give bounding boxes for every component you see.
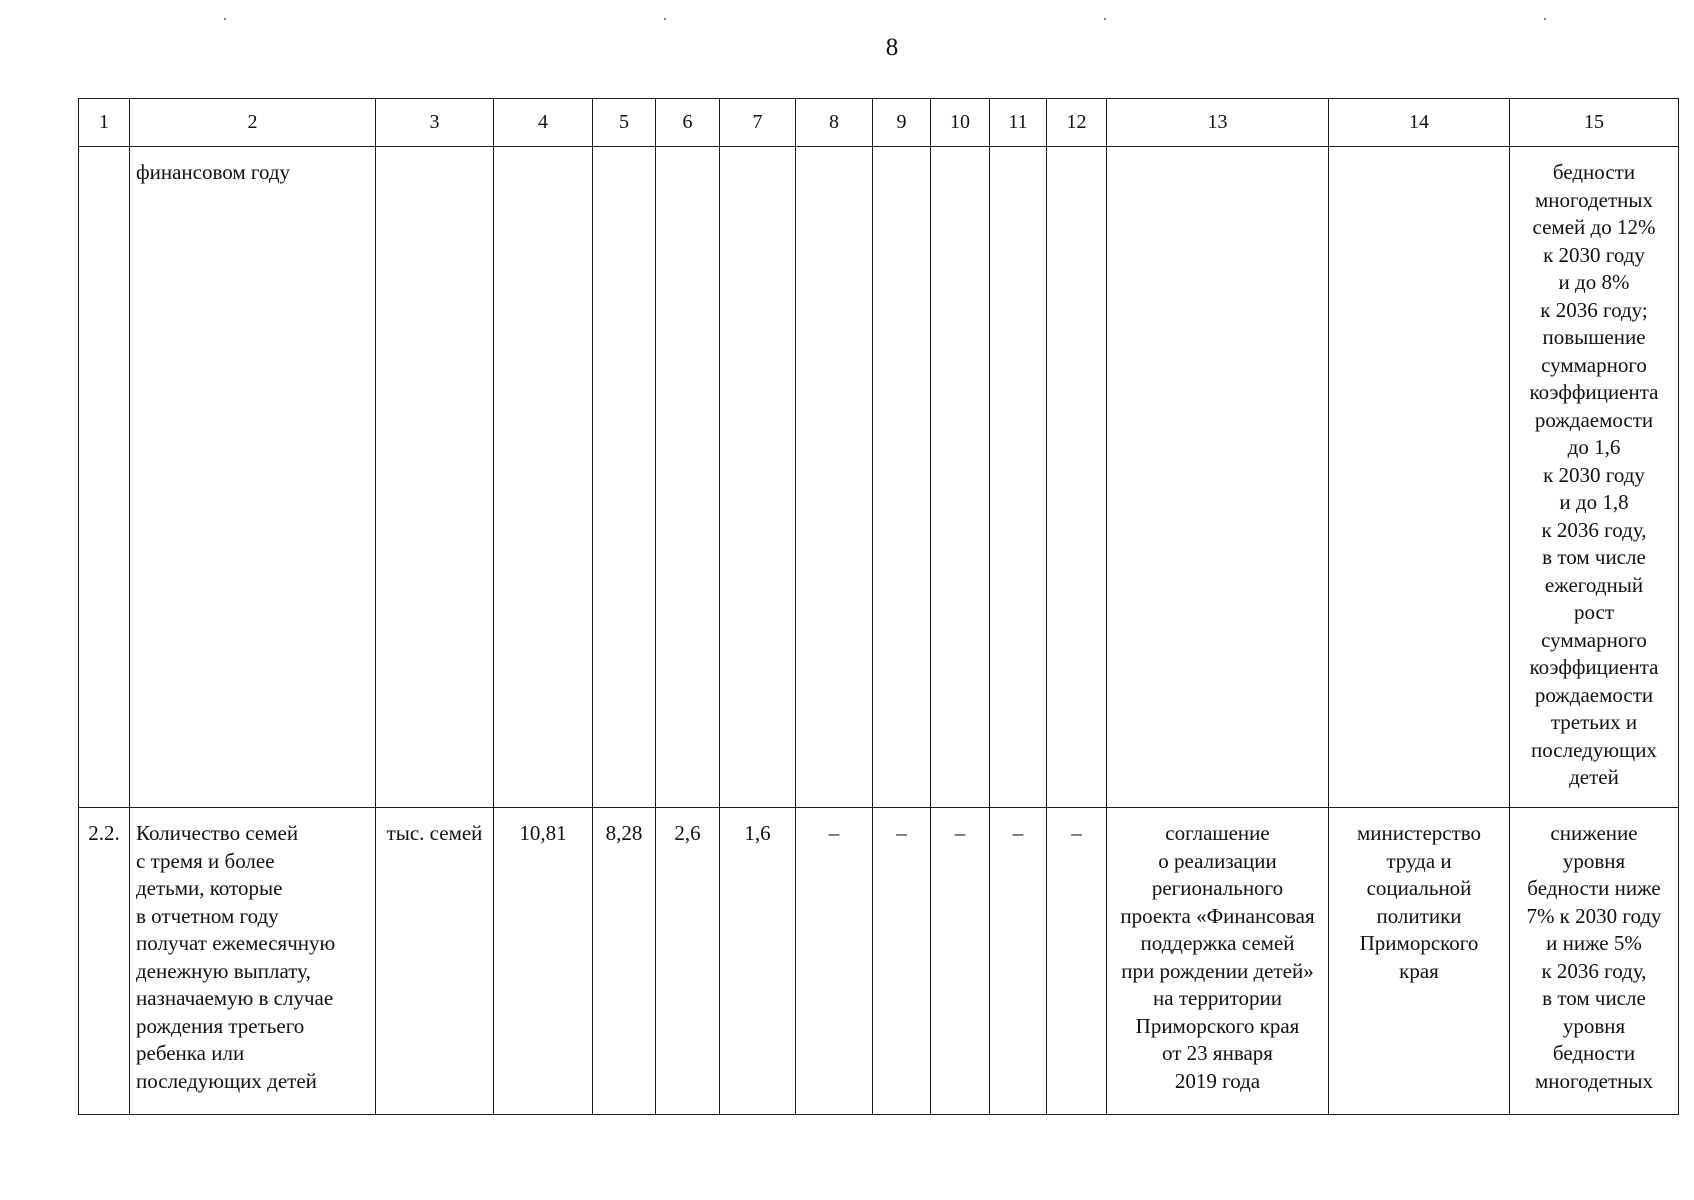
cell-col9	[873, 147, 931, 808]
cell-col8	[796, 147, 873, 808]
cell-col11	[990, 147, 1047, 808]
result-text-line: и до 8%	[1558, 270, 1630, 294]
indicator-text-line: детьми, которые	[136, 876, 283, 900]
cell-col11-value: –	[990, 808, 1047, 1115]
column-header: 13	[1107, 99, 1329, 147]
result-text-line: уровня	[1562, 1013, 1626, 1038]
result-text-line: бедности	[1552, 160, 1636, 184]
basis-text-line: соглашение	[1165, 821, 1270, 845]
cell-col5	[593, 147, 656, 808]
cell-col4	[494, 147, 593, 808]
basis-text-line: при рождении детей»	[1121, 958, 1314, 983]
result-text-line: к 2030 году	[1543, 242, 1645, 267]
result-text-line: рождаемости	[1534, 682, 1654, 707]
result-text-line: повышение	[1542, 325, 1646, 349]
column-header: 6	[656, 99, 720, 147]
cell-responsible	[1329, 808, 1510, 1115]
result-text-line: многодетных	[1534, 187, 1654, 212]
result-text-line: 7% к 2030 году	[1526, 903, 1662, 928]
result-text-line: и до 1,8	[1559, 490, 1629, 514]
basis-text-line: 2019 года	[1174, 1068, 1261, 1093]
scan-artifact-dot	[1544, 18, 1546, 20]
result-text-line: рождаемости	[1534, 407, 1654, 432]
indicator-text-line: получат ежемесячную	[136, 931, 336, 955]
column-header: 14	[1329, 99, 1510, 147]
basis-text-line: от 23 января	[1162, 1041, 1273, 1065]
indicator-text-line: денежную выплату,	[136, 958, 311, 983]
indicators-table	[78, 98, 1679, 1115]
cell-result	[1510, 808, 1679, 1115]
responsible-text-line: министерство	[1356, 821, 1482, 845]
cell-indicator	[130, 808, 376, 1115]
result-text-line: суммарного	[1541, 627, 1647, 652]
responsible-text-line: Приморского	[1359, 931, 1479, 955]
cell-responsible	[1329, 147, 1510, 808]
cell-basis	[1107, 147, 1329, 808]
result-text-line: в том числе	[1542, 545, 1646, 569]
table-header-row	[79, 99, 1679, 147]
cell-col7	[720, 147, 796, 808]
indicator-text-line: Количество семей	[136, 821, 299, 845]
page-number: 8	[885, 34, 899, 61]
responsible-text-line: труда и	[1386, 848, 1452, 873]
result-text-line: суммарного	[1541, 352, 1647, 377]
result-text-line: в том числе	[1542, 986, 1646, 1010]
basis-text-line: о реализации	[1158, 848, 1277, 873]
cell-col12	[1047, 147, 1107, 808]
cell-result-continuation	[1510, 147, 1679, 808]
result-text-line: до 1,6	[1567, 435, 1621, 459]
result-text-line: семей до 12%	[1532, 215, 1656, 239]
column-header: 1	[79, 99, 130, 147]
column-header: 15	[1510, 99, 1679, 147]
basis-text-line: регионального	[1151, 876, 1284, 900]
result-text-line: коэффициента	[1529, 655, 1659, 679]
cell-col8-value: –	[796, 808, 873, 1115]
result-text-line: бедности	[1552, 1041, 1636, 1065]
table-row-continuation	[79, 147, 1679, 808]
result-text-line: третьих и	[1550, 710, 1638, 734]
column-header: 4	[494, 99, 593, 147]
column-header: 3	[376, 99, 494, 147]
basis-text-line: проекта «Финансовая	[1120, 903, 1315, 928]
cell-col4-value: 10,81	[494, 808, 593, 1115]
result-text-line: ежегодный	[1544, 572, 1644, 597]
cell-col6	[656, 147, 720, 808]
result-text-line: к 2036 году;	[1540, 297, 1648, 322]
indicator-text-line: назначаемую в случае	[136, 986, 334, 1010]
cell-number: 2.2.	[79, 808, 130, 1115]
result-text-line: к 2030 году	[1543, 462, 1645, 487]
result-text-line: многодетных	[1534, 1068, 1654, 1093]
column-header: 12	[1047, 99, 1107, 147]
responsible-text-line: политики	[1376, 903, 1462, 928]
result-text-line: к 2036 году,	[1541, 958, 1647, 983]
result-text-line: снижение	[1550, 821, 1638, 845]
column-header: 2	[130, 99, 376, 147]
responsible-text-line: социальной	[1366, 876, 1472, 900]
indicator-text-line: последующих детей	[136, 1068, 317, 1093]
indicator-text-line: рождения третьего	[136, 1013, 305, 1038]
column-header: 7	[720, 99, 796, 147]
column-header: 8	[796, 99, 873, 147]
cell-unit: тыс. семей	[376, 808, 494, 1115]
scan-artifact-dot	[224, 18, 226, 20]
cell-basis	[1107, 808, 1329, 1115]
scan-artifact-dot	[1104, 18, 1106, 20]
basis-text-line: Приморского края	[1135, 1013, 1300, 1038]
indicator-text-line: финансовом году	[136, 160, 291, 184]
basis-text-line: на территории	[1153, 986, 1282, 1010]
scan-artifact-dot	[664, 18, 666, 20]
column-header: 5	[593, 99, 656, 147]
basis-text-line: поддержка семей	[1140, 931, 1295, 955]
result-text-line: детей	[1569, 765, 1619, 789]
cell-col10-value: –	[931, 808, 990, 1115]
result-text-line: коэффициента	[1529, 380, 1659, 404]
cell-col12-value: –	[1047, 808, 1107, 1115]
cell-number	[79, 147, 130, 808]
column-header: 9	[873, 99, 931, 147]
indicator-text-line: с тремя и более	[136, 848, 275, 873]
cell-col7-value: 1,6	[720, 808, 796, 1115]
result-text-line: к 2036 году,	[1541, 517, 1647, 542]
indicator-text-line: ребенка или	[136, 1041, 245, 1065]
responsible-text-line: края	[1399, 958, 1439, 983]
result-text-line: рост	[1573, 600, 1615, 624]
result-text-line: последующих	[1531, 737, 1657, 762]
cell-unit	[376, 147, 494, 808]
cell-col5-value: 8,28	[593, 808, 656, 1115]
column-header: 10	[931, 99, 990, 147]
result-text-line: бедности ниже	[1527, 876, 1661, 900]
cell-col6-value: 2,6	[656, 808, 720, 1115]
cell-indicator-continuation	[130, 147, 376, 808]
cell-col9-value: –	[873, 808, 931, 1115]
column-header: 11	[990, 99, 1047, 147]
result-text-line: и ниже 5%	[1546, 931, 1642, 955]
cell-col10	[931, 147, 990, 808]
result-text-line: уровня	[1562, 848, 1626, 873]
indicator-text-line: в отчетном году	[136, 903, 279, 928]
table-row-2-2	[79, 808, 1679, 1115]
